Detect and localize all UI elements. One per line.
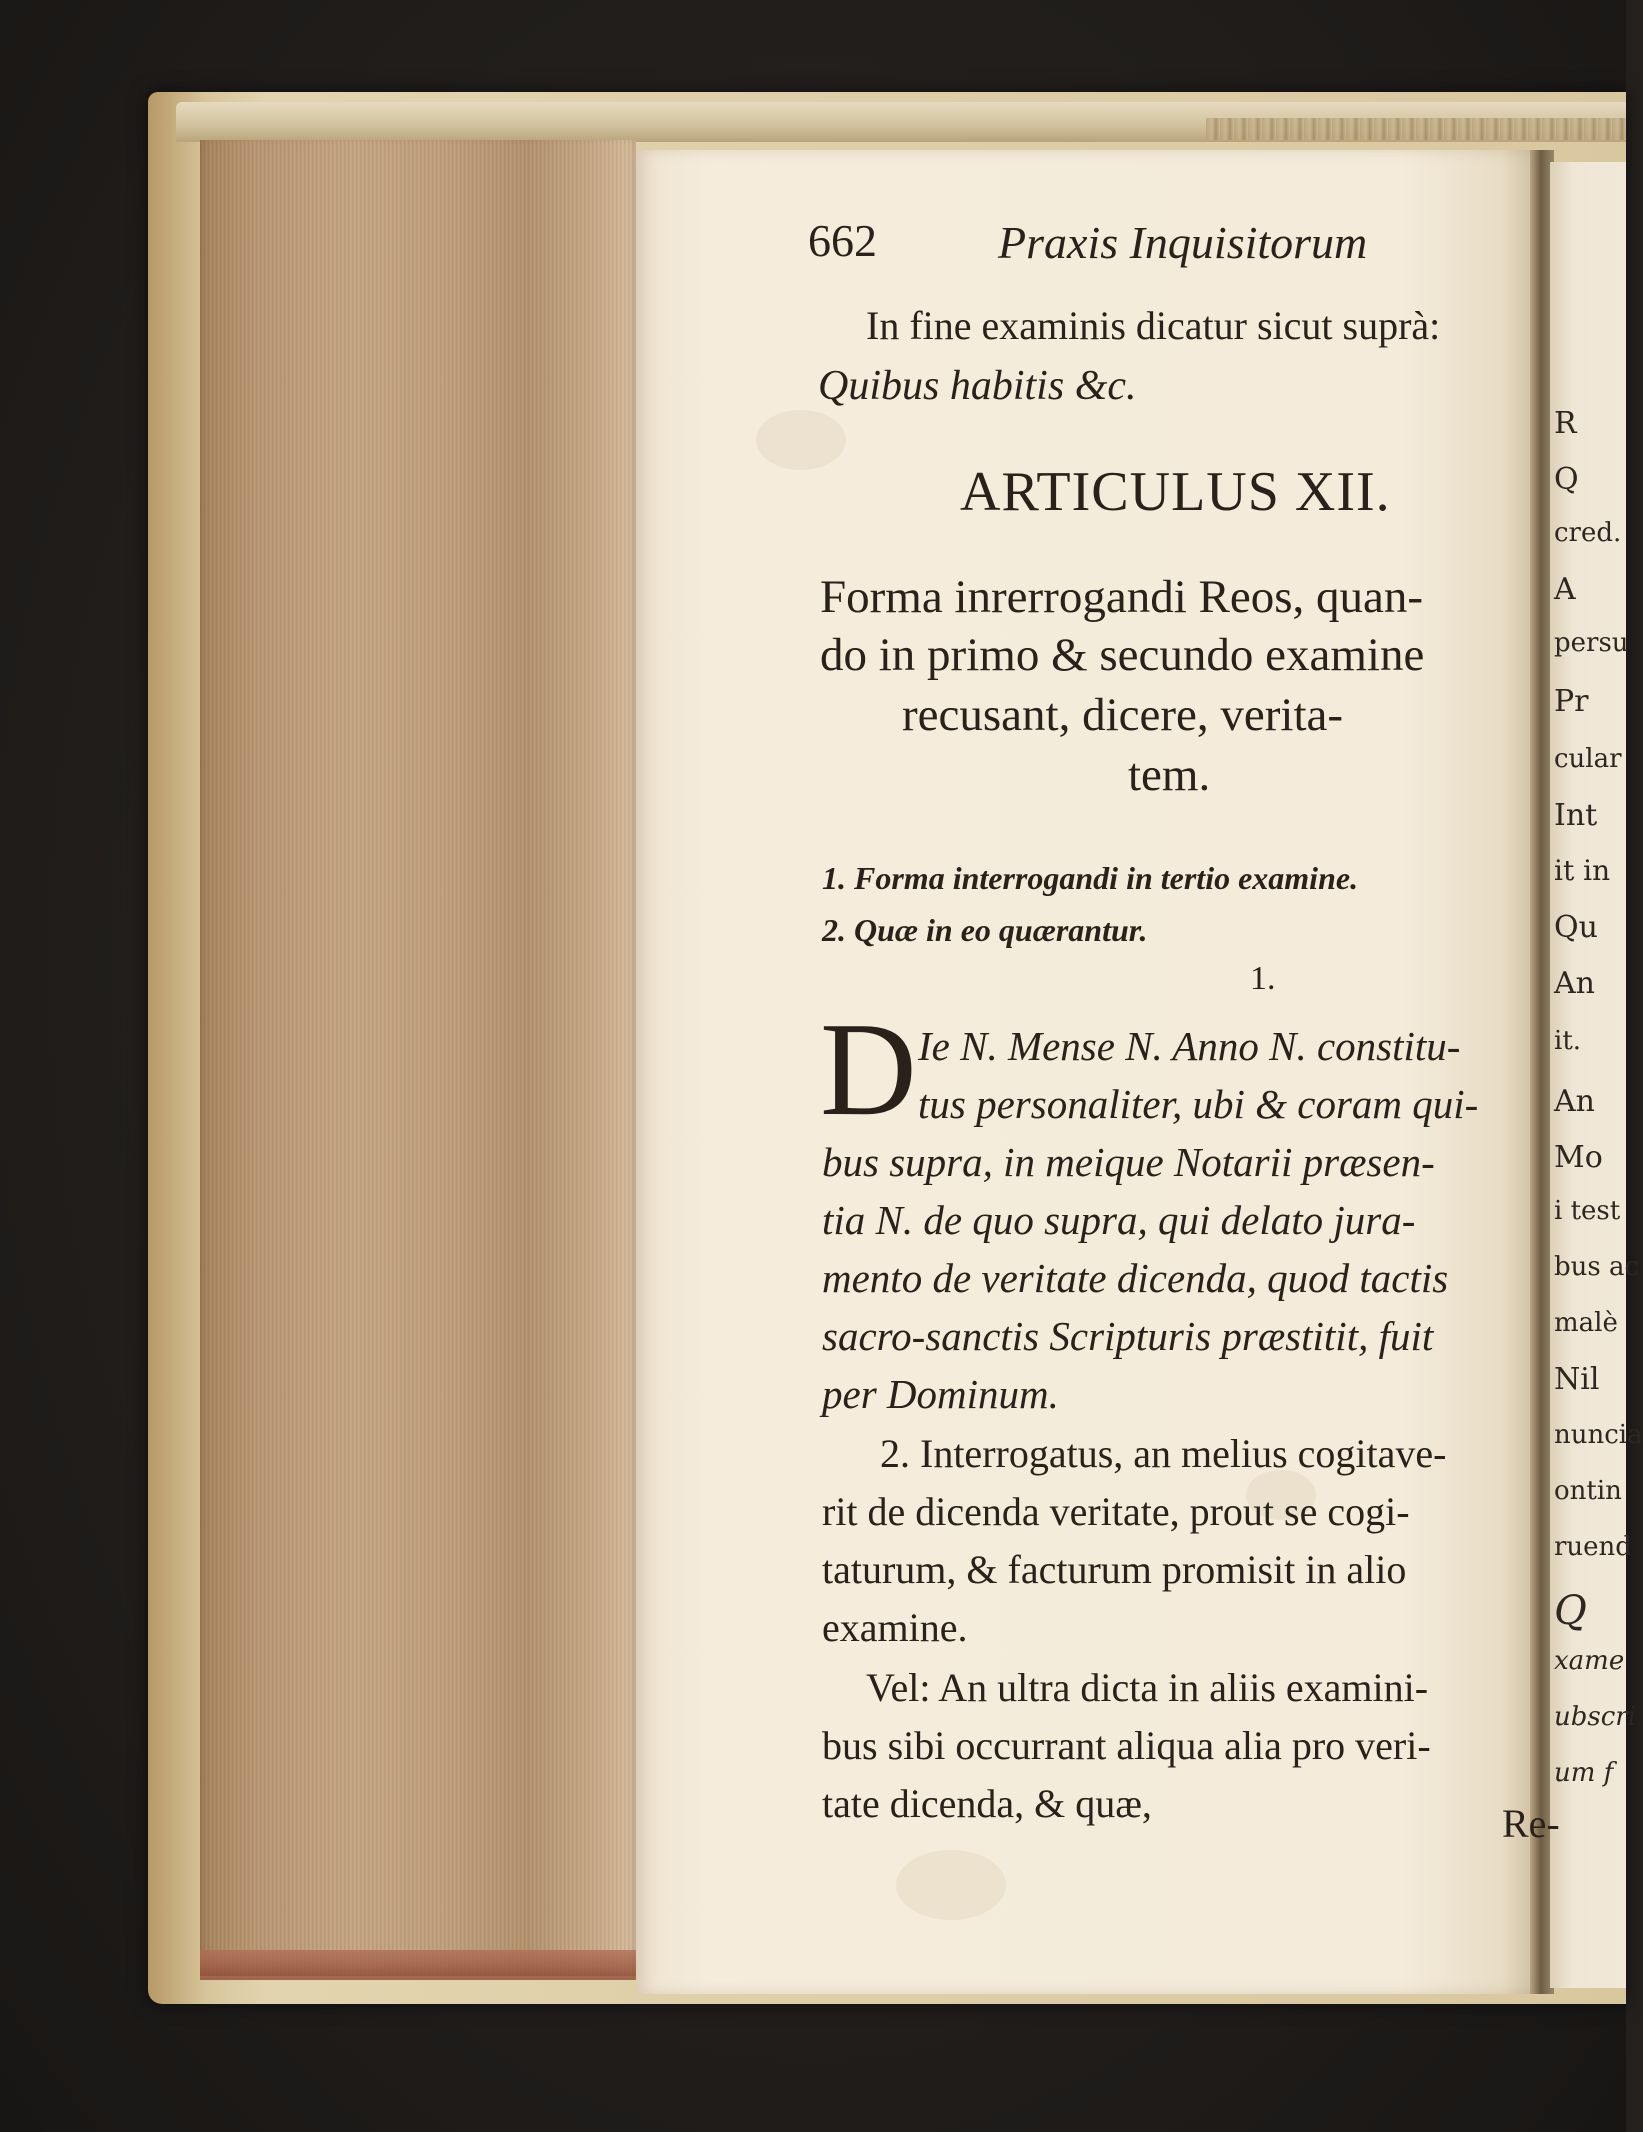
fragment-line: bus ac xyxy=(1554,1252,1640,1282)
fragment-line: Qu xyxy=(1554,910,1598,945)
text-line: examine. xyxy=(822,1605,968,1650)
running-head: Praxis Inquisitorum xyxy=(998,217,1368,268)
fragment-line: um f xyxy=(1554,1758,1614,1788)
fragment-line: Int xyxy=(1554,798,1598,833)
italic-line: mento de veritate dicenda, quod tactis xyxy=(822,1255,1449,1301)
fragment-line: An xyxy=(1554,1084,1595,1119)
fragment-line: it. xyxy=(1554,1026,1582,1056)
text-line: bus sibi occurrant aliqua alia pro veri- xyxy=(822,1723,1431,1768)
fragment-line: cred. xyxy=(1554,518,1622,548)
italic-line: Ie N. Mense N. Anno N. constitu- xyxy=(918,1023,1461,1069)
text-line: 2. Interrogatus, an melius cogitave- xyxy=(880,1431,1447,1476)
text-line: Quibus habitis &c. xyxy=(818,363,1137,409)
article-title-line: Forma inrerrogandi Reos, quan- xyxy=(820,571,1424,623)
fragment-line: Mo xyxy=(1554,1140,1603,1175)
fragment-line: it in xyxy=(1554,854,1611,887)
article-title-line: do in primo & secundo examine xyxy=(820,629,1425,681)
article-title-line: recusant, dicere, verita- xyxy=(902,689,1344,741)
italic-line: per Dominum. xyxy=(822,1371,1059,1417)
italic-line: tus personaliter, ubi & coram qui- xyxy=(918,1081,1479,1127)
catchword: Re- xyxy=(1502,1801,1560,1846)
text-line: rit de dicenda veritate, prout se cogi- xyxy=(822,1489,1410,1534)
fragment-line: cular xyxy=(1554,744,1622,774)
italic-line: sacro-sanctis Scripturis præstitit, fuit xyxy=(822,1313,1434,1359)
fragment-line: Q xyxy=(1554,1588,1587,1634)
fragment-line: persu xyxy=(1554,628,1629,658)
drop-capital: D xyxy=(820,995,917,1143)
italic-line: tia N. de quo supra, qui delato jura- xyxy=(822,1197,1416,1243)
text-line: tate dicenda, & quæ, xyxy=(822,1781,1152,1826)
fragment-line: i test xyxy=(1554,1196,1621,1226)
fragment-line: ontin xyxy=(1554,1476,1622,1506)
section-number: 1. xyxy=(1250,960,1276,997)
text-line: In fine examinis dicatur sicut suprà: xyxy=(866,303,1441,348)
fragment-line: A xyxy=(1554,572,1576,607)
article-heading: ARTICULUS XII. xyxy=(960,461,1391,523)
fragment-line: xame xyxy=(1554,1646,1625,1676)
page-number: 662 xyxy=(808,215,877,266)
fragment-line: Pr xyxy=(1554,684,1589,719)
fragment-line: ubscri xyxy=(1554,1702,1637,1732)
text-line: Vel: An ultra dicta in aliis examini- xyxy=(866,1665,1429,1710)
fragment-line: An xyxy=(1554,966,1595,1001)
fragment-line: ruend xyxy=(1554,1532,1632,1562)
fragment-line: nuncia xyxy=(1554,1420,1643,1450)
fragment-line: malè xyxy=(1554,1308,1618,1338)
fragment-line: Nil xyxy=(1554,1362,1600,1397)
italic-line: bus supra, in meique Notarii præsen- xyxy=(822,1139,1435,1185)
fragment-line: Q xyxy=(1554,462,1579,497)
text-line: taturum, & facturum promisit in alio xyxy=(822,1547,1407,1592)
article-title-line: tem. xyxy=(1128,749,1211,801)
summary-item: 1. Forma interrogandi in tertio examine. xyxy=(822,860,1359,896)
summary-item: 2. Quæ in eo quærantur. xyxy=(822,912,1148,948)
fragment-line: R xyxy=(1554,406,1577,441)
